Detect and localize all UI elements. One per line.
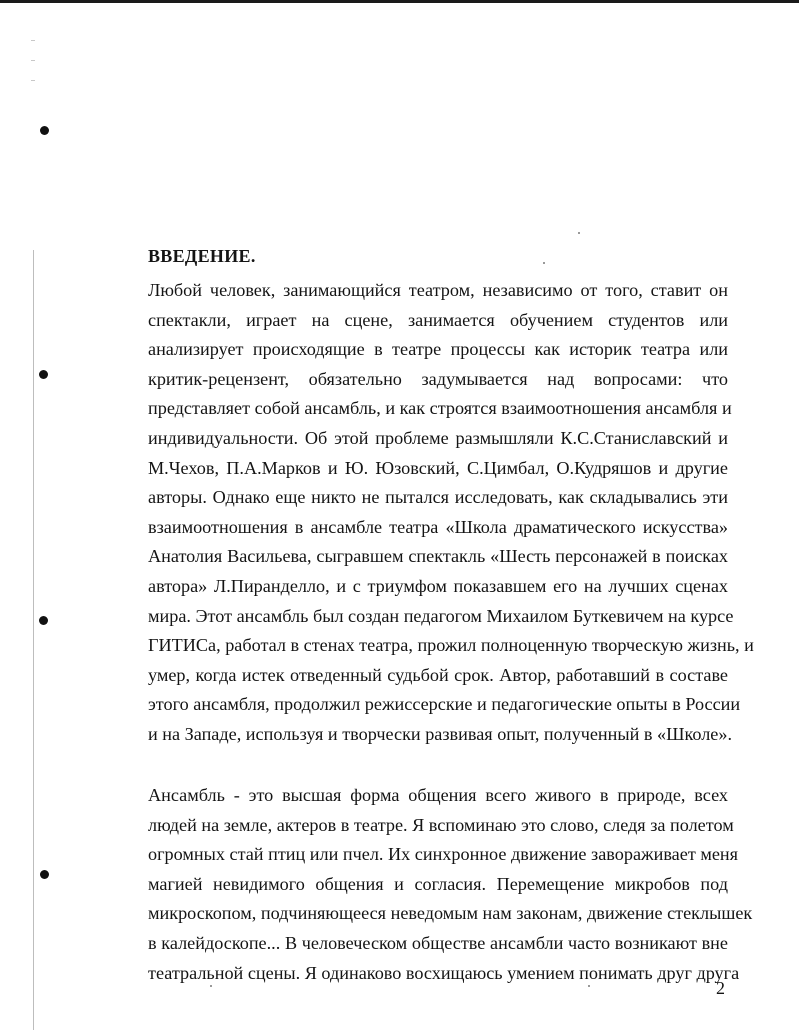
- text-line: М.Чехов, П.А.Марков и Ю. Юзовский, С.Цимбал, О.Кудряшов и другие: [148, 457, 728, 478]
- text-line: театральной сцены. Я одинаково восхищаюсь умением понимать друг друга: [148, 962, 740, 983]
- text-line: анализирует происходящие в театре процессы как историк театра или: [148, 339, 728, 360]
- text-line: этого ансамбля, продолжил режиссерские и педагогические опыты в России: [148, 694, 741, 715]
- text-line: спектакли, играет на сцене, занимается обучением студентов или: [148, 309, 728, 330]
- scan-mark: [31, 80, 35, 81]
- punch-hole-mark: [40, 126, 49, 135]
- scan-top-edge: [0, 0, 799, 3]
- text-line: умер, когда истек отведенный судьбой срок. Автор, работавший в составе: [148, 664, 728, 685]
- text-line: магией невидимого общения и согласия. Перемещение микробов под: [148, 873, 728, 894]
- paragraph-1: [148, 276, 754, 750]
- scan-speck: [543, 262, 545, 264]
- scan-speck: [578, 232, 580, 234]
- text-line: огромных стай птиц или пчел. Их синхронное движение завораживает меня: [148, 844, 739, 865]
- text-line: мира. Этот ансамбль был создан педагогом Михаилом Буткевичем на курсе: [148, 605, 734, 626]
- text-line: людей на земле, актеров в театре. Я вспоминаю это слово, следя за полетом: [148, 814, 734, 835]
- text-line: Ансамбль - это высшая форма общения всего живого в природе, всех: [148, 785, 728, 805]
- text-line: Любой человек, занимающийся театром, независимо от того, ставит он: [148, 280, 728, 300]
- text-line: в калейдоскопе... В человеческом обществе ансамбли часто возникают вне: [148, 932, 728, 953]
- text-line: микроскопом, подчиняющееся неведомым нам законам, движение стеклышек: [148, 903, 753, 924]
- scan-left-edge: [33, 250, 34, 1030]
- text-line: ГИТИСа, работал в стенах театра, прожил полноценную творческую жизнь, и: [148, 635, 754, 656]
- paragraph-2: [148, 781, 753, 988]
- text-line: индивидуальности. Об этой проблеме размышляли К.С.Станиславский и: [148, 427, 728, 448]
- text-line: представляет собой ансамбль, и как строятся взаимоотношения ансамбля и: [148, 398, 732, 419]
- scan-mark: [31, 60, 35, 61]
- text-line: авторы. Однако еще никто не пытался исследовать, как складывались эти: [148, 487, 728, 508]
- page-number: 2: [716, 978, 725, 998]
- document-heading: ВВЕДЕНИЕ.: [148, 246, 256, 266]
- text-line: критик-рецензент, обязательно задумывается над вопросами: что: [148, 368, 728, 389]
- text-line: и на Западе, используя и творчески развивая опыт, полученный в «Школе».: [148, 723, 733, 744]
- text-line: автора» Л.Пиранделло, и с триумфом показавшем его на лучших сценах: [148, 575, 728, 596]
- punch-hole-mark: [39, 370, 48, 379]
- text-line: Анатолия Васильева, сыгравшем спектакль «Шесть персонажей в поисках: [148, 546, 728, 567]
- scan-mark: [31, 40, 35, 41]
- punch-hole-mark: [40, 870, 49, 879]
- punch-hole-mark: [39, 616, 48, 625]
- text-line: взаимоотношения в ансамбле театра «Школа драматического искусства»: [148, 516, 728, 537]
